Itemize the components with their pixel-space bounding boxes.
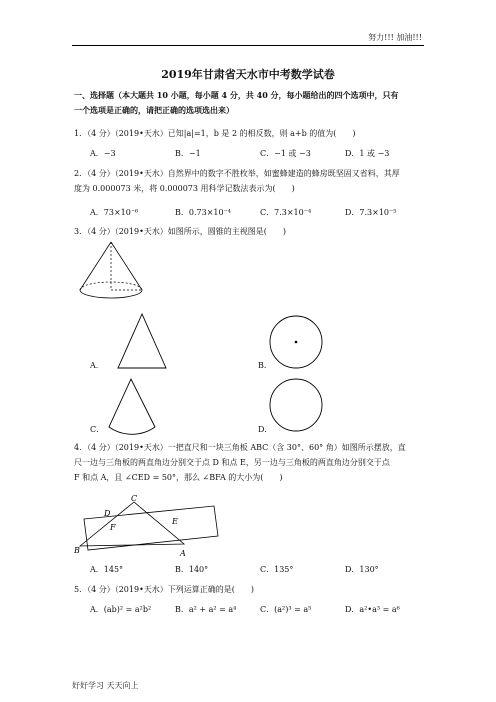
option-b-circle-with-center-figure: [268, 314, 328, 374]
question-4-stem-line2: 尺一边与三角板的两直角边分别交于点 D 和点 E，另一边与三角板的两直角边分别交于点: [74, 458, 390, 467]
label-f: F: [110, 523, 116, 532]
q2-option-b: B．0.73×10⁻⁴: [175, 208, 232, 217]
option-a-triangle-figure: [116, 312, 176, 370]
q2-option-c: C．7.3×10⁻⁴: [260, 208, 312, 217]
question-2-options: [90, 207, 430, 218]
question-2-stem-line1: 2．（4 分）（2019•天水）自然界中的数字不胜枚举，如蜜蜂建造的蜂房既坚固又省料，其厚: [74, 169, 400, 178]
q1-option-c: C．−1 或 −3: [260, 149, 311, 158]
section-heading-line1: 一、选择题（本大题共 10 小题，每小题 4 分，共 40 分，每小题给出的四个选项中，只有: [74, 90, 399, 100]
label-e: E: [172, 517, 178, 526]
question-2-stem-line2: 度为 0.000073 米，将 0.000073 用科学记数法表示为( ): [74, 184, 295, 193]
header-divider: [72, 45, 424, 46]
q4-option-d: D．130°: [345, 565, 379, 574]
q1-option-d: D．1 或 −3: [345, 149, 390, 158]
cone-figure: [76, 238, 156, 308]
label-c: C: [131, 494, 138, 503]
option-c-sector-figure: [105, 377, 165, 439]
q3-option-a-label: A．: [90, 361, 104, 370]
header-motto: 努力!!! 加油!!!: [368, 33, 422, 42]
question-1-stem: 1．（4 分）（2019•天水）已知|a|=1，b 是 2 的相反数，则 a+b 的值为( ): [74, 129, 356, 138]
section-heading: [74, 88, 424, 118]
q3-option-d-label: D．: [258, 425, 273, 434]
q1-option-b: B．−1: [175, 149, 201, 158]
q4-option-c: C．135°: [260, 565, 294, 574]
q3-option-b-label: B．: [258, 361, 272, 370]
footer-motto: 好好学习 天天向上: [72, 681, 139, 690]
question-4-stem-line1: 4．（4 分）（2019•天水）一把直尺和一块三角板 ABC（含 30°、60° 角）如图所示摆放，直: [74, 443, 406, 452]
question-4-stem: [74, 440, 424, 485]
q2-option-a: A．73×10⁻⁶: [90, 208, 139, 217]
q4-option-b: B．140°: [175, 565, 209, 574]
q5-option-c: C．(a²)³ = a⁵: [260, 605, 312, 614]
question-3-stem: 3．（4 分）（2019•天水）如图所示，圆锥的主视图是( ): [74, 227, 287, 236]
question-5-options: [90, 604, 430, 615]
label-d: D: [104, 509, 111, 518]
q5-option-a: A．(ab)² = a²b²: [90, 605, 152, 614]
label-a: A: [180, 549, 186, 558]
label-b: B: [74, 546, 80, 555]
question-5-stem: 5．（4 分）（2019•天水）下列运算正确的是( ): [74, 585, 255, 594]
q1-option-a: A．−3: [90, 149, 116, 158]
ruler-triangle-figure: [74, 494, 224, 558]
question-2-stem: [74, 166, 424, 196]
question-4-options: [90, 564, 430, 575]
q3-option-c-label: C．: [90, 425, 105, 434]
q2-option-d: D．7.3×10⁻⁵: [345, 208, 397, 217]
section-heading-line2: 一个选项是正确的，请把正确的选项选出来）: [74, 105, 234, 115]
question-1-options: [90, 148, 430, 159]
q4-option-a: A．145°: [90, 565, 124, 574]
question-4-stem-line3: F 和点 A，且 ∠CED = 50°，那么 ∠BFA 的大小为( ): [74, 473, 283, 482]
q5-option-b: B．a² + a² = a⁴: [175, 605, 237, 614]
page-title: 2019年甘肃省天水市中考数学试卷: [161, 68, 335, 81]
q5-option-d: D．a²•a³ = a⁶: [345, 605, 400, 614]
option-d-circle-figure: [268, 377, 328, 437]
